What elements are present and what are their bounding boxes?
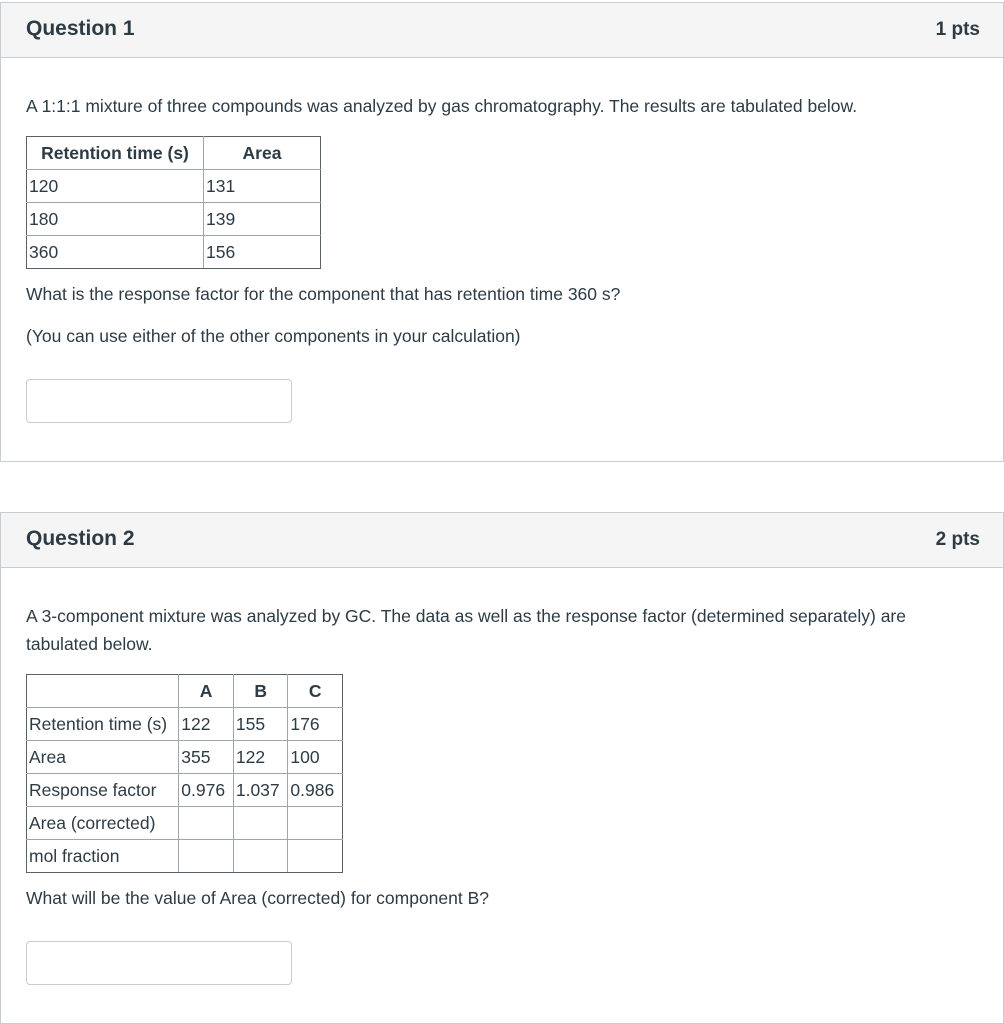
table-cell: [179, 807, 234, 840]
table-cell: [233, 807, 288, 840]
table-cell: 155: [233, 708, 288, 741]
question-1-hint: (You can use either of the other components in your calculation): [26, 326, 521, 346]
table-cell: 355: [179, 741, 234, 774]
question-2-table: [26, 674, 343, 873]
table-cell: 180: [27, 203, 204, 236]
question-2-points: 2 pts: [935, 529, 980, 550]
table-header-cell: B: [233, 675, 288, 708]
table-row: [27, 236, 321, 269]
table-row: [27, 807, 343, 840]
question-1-intro: A 1:1:1 mixture of three compounds was analyzed by gas chromatography. The results are tabulated below.: [26, 96, 858, 116]
table-cell: Area: [27, 741, 179, 774]
table-cell: 360: [27, 236, 204, 269]
table-cell: 120: [27, 170, 204, 203]
table-cell: 156: [204, 236, 321, 269]
table-row: [27, 708, 343, 741]
table-row: [27, 170, 321, 203]
question-1-points: 1 pts: [935, 19, 980, 40]
table-header-row: [27, 137, 321, 170]
table-cell: 131: [204, 170, 321, 203]
table-header-cell: Area: [204, 137, 321, 170]
question-2-prompt: What will be the value of Area (corrected) for component B?: [26, 888, 490, 908]
table-header-row: [27, 675, 343, 708]
table-cell: mol fraction: [27, 840, 179, 873]
question-1-header: [1, 3, 1003, 58]
table-cell: 122: [179, 708, 234, 741]
table-row: [27, 741, 343, 774]
table-header-cell: [27, 675, 179, 708]
table-cell: Response factor: [27, 774, 179, 807]
table-row: [27, 840, 343, 873]
table-row: [27, 203, 321, 236]
table-cell: 139: [204, 203, 321, 236]
table-cell: 100: [288, 741, 343, 774]
table-row: [27, 774, 343, 807]
table-cell: 122: [233, 741, 288, 774]
table-header-cell: A: [179, 675, 234, 708]
table-cell: [233, 840, 288, 873]
question-2-header: [1, 513, 1003, 568]
table-header-cell: C: [288, 675, 343, 708]
table-cell: 176: [288, 708, 343, 741]
question-2-card: [0, 512, 1004, 1024]
table-cell: Area (corrected): [27, 807, 179, 840]
table-cell: 1.037: [233, 774, 288, 807]
table-cell: [179, 840, 234, 873]
question-1-card: [0, 2, 1004, 462]
table-cell: [288, 807, 343, 840]
table-cell: [288, 840, 343, 873]
question-1-title: Question 1: [26, 17, 135, 40]
question-1-prompt: What is the response factor for the component that has retention time 360 s?: [26, 284, 621, 304]
table-header-cell: Retention time (s): [27, 137, 204, 170]
table-cell: 0.986: [288, 774, 343, 807]
question-2-title: Question 2: [26, 527, 135, 550]
table-cell: 0.976: [179, 774, 234, 807]
question-1-table: [26, 136, 321, 269]
question-2-intro: A 3-component mixture was analyzed by GC. The data as well as the response factor (determined separately) are tabulated below.: [26, 606, 906, 654]
table-cell: Retention time (s): [27, 708, 179, 741]
question-1-answer-input[interactable]: [26, 379, 292, 423]
question-2-answer-input[interactable]: [26, 941, 292, 985]
